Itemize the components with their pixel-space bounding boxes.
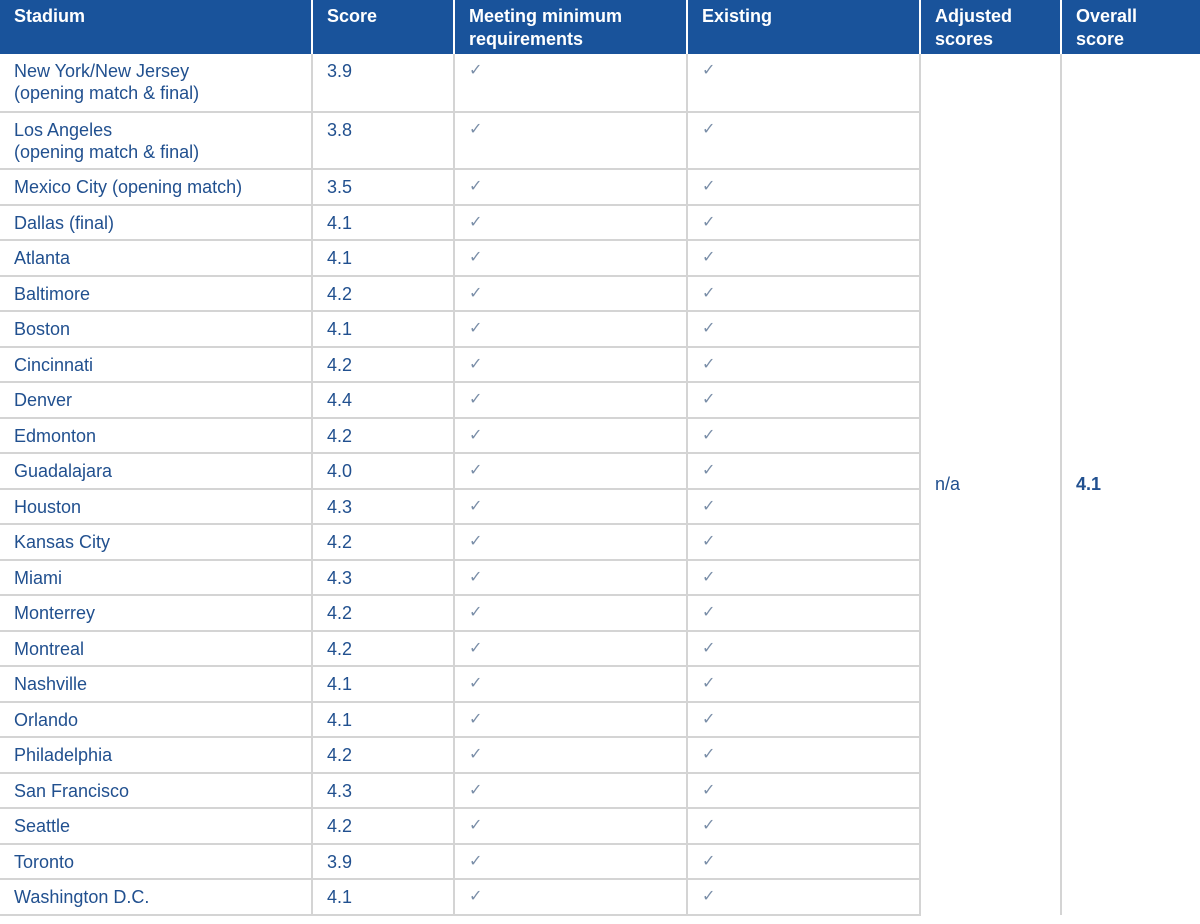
table-header xyxy=(0,0,1200,54)
stadium-cell xyxy=(0,169,312,205)
meeting-requirements-check-icon: ✓ xyxy=(454,524,687,560)
meeting-requirements-check-icon: ✓ xyxy=(454,347,687,383)
meeting-requirements-check-icon: ✓ xyxy=(454,773,687,809)
stadium-cell xyxy=(0,54,312,112)
stadium-cell xyxy=(0,773,312,809)
meeting-requirements-check-icon: ✓ xyxy=(454,311,687,347)
meeting-requirements-check-icon: ✓ xyxy=(454,453,687,489)
stadium-cell xyxy=(0,737,312,773)
existing-check-icon: ✓ xyxy=(687,418,920,454)
meeting-requirements-check-icon: ✓ xyxy=(454,702,687,738)
score-cell: 4.2 xyxy=(312,737,454,773)
existing-check-icon: ✓ xyxy=(687,311,920,347)
meeting-requirements-check-icon: ✓ xyxy=(454,205,687,241)
stadium-name: Montreal xyxy=(14,638,85,659)
score-cell: 4.3 xyxy=(312,773,454,809)
stadium-name: Boston xyxy=(14,319,71,339)
stadium-note: (opening match & final) xyxy=(14,141,200,162)
existing-check-icon: ✓ xyxy=(687,631,920,667)
header-adjusted-scores: Adjusted scores xyxy=(920,0,1061,54)
existing-check-icon: ✓ xyxy=(687,347,920,383)
score-cell: 4.2 xyxy=(312,631,454,667)
stadium-cell xyxy=(0,311,312,347)
existing-check-icon: ✓ xyxy=(687,666,920,702)
existing-check-icon: ✓ xyxy=(687,808,920,844)
header-score: Score xyxy=(312,0,454,54)
stadium-name: Los Angeles xyxy=(14,119,113,140)
score-cell: 4.2 xyxy=(312,418,454,454)
stadium-name: Guadalajara xyxy=(14,461,113,481)
stadium-name: San Francisco xyxy=(14,780,130,801)
stadium-cell xyxy=(0,418,312,454)
existing-check-icon: ✓ xyxy=(687,276,920,312)
score-cell: 4.3 xyxy=(312,560,454,596)
meeting-requirements-check-icon: ✓ xyxy=(454,595,687,631)
meeting-requirements-check-icon: ✓ xyxy=(454,879,687,915)
header-stadium: Stadium xyxy=(0,0,312,54)
existing-check-icon: ✓ xyxy=(687,844,920,880)
meeting-requirements-check-icon: ✓ xyxy=(454,666,687,702)
score-cell: 4.1 xyxy=(312,879,454,915)
meeting-requirements-check-icon: ✓ xyxy=(454,560,687,596)
stadium-name: Seattle xyxy=(14,816,71,836)
stadium-cell xyxy=(0,702,312,738)
stadium-name: Monterrey xyxy=(14,603,96,623)
overall-score-cell: 4.1 xyxy=(1076,474,1102,495)
score-cell: 4.2 xyxy=(312,347,454,383)
stadium-note: (opening match & final) xyxy=(14,83,200,103)
stadium-name: Toronto xyxy=(14,851,75,872)
score-cell: 4.1 xyxy=(312,702,454,738)
score-cell: 4.2 xyxy=(312,524,454,560)
table-body xyxy=(0,54,1200,915)
meeting-requirements-check-icon: ✓ xyxy=(454,240,687,276)
meeting-requirements-check-icon: ✓ xyxy=(454,382,687,418)
stadium-name: Edmonton xyxy=(14,425,97,446)
meeting-requirements-check-icon: ✓ xyxy=(454,844,687,880)
stadium-name: Philadelphia xyxy=(14,745,113,765)
stadium-name: Denver xyxy=(14,390,73,410)
existing-check-icon: ✓ xyxy=(687,524,920,560)
existing-check-icon: ✓ xyxy=(687,560,920,596)
score-cell: 3.8 xyxy=(312,112,454,170)
header-meeting-minimum-requirements: Meeting minimum requirements xyxy=(454,0,687,54)
stadium-cell xyxy=(0,205,312,241)
score-cell: 4.1 xyxy=(312,205,454,241)
existing-check-icon: ✓ xyxy=(687,205,920,241)
meeting-requirements-check-icon: ✓ xyxy=(454,276,687,312)
stadium-name: Nashville xyxy=(14,674,88,694)
existing-check-icon: ✓ xyxy=(687,240,920,276)
stadium-name: Houston xyxy=(14,496,82,517)
score-cell: 4.4 xyxy=(312,382,454,418)
stadium-cell xyxy=(0,666,312,702)
meeting-requirements-check-icon: ✓ xyxy=(454,737,687,773)
stadium-name: Kansas City xyxy=(14,532,111,552)
score-cell: 3.9 xyxy=(312,54,454,112)
meeting-requirements-check-icon: ✓ xyxy=(454,808,687,844)
stadium-cell xyxy=(0,879,312,915)
existing-check-icon: ✓ xyxy=(687,112,920,170)
adjusted-scores-cell: n/a xyxy=(920,54,1061,915)
stadium-name: Washington D.C. xyxy=(14,887,150,907)
stadium-cell xyxy=(0,489,312,525)
score-cell: 4.2 xyxy=(312,276,454,312)
stadium-name: Orlando xyxy=(14,709,79,730)
stadium-name: Mexico City (opening match) xyxy=(14,177,243,197)
existing-check-icon: ✓ xyxy=(687,773,920,809)
stadium-cell xyxy=(0,560,312,596)
existing-check-icon: ✓ xyxy=(687,489,920,525)
stadium-name: Dallas (final) xyxy=(14,212,115,233)
stadium-cell xyxy=(0,240,312,276)
stadium-cell xyxy=(0,347,312,383)
stadium-name: Atlanta xyxy=(14,248,71,268)
header-existing: Existing xyxy=(687,0,920,54)
score-cell: 3.5 xyxy=(312,169,454,205)
existing-check-icon: ✓ xyxy=(687,382,920,418)
header-overall-score: Overall score xyxy=(1061,0,1200,54)
stadium-cell xyxy=(0,112,312,170)
table-row xyxy=(0,54,1200,112)
stadium-name: New York/New Jersey xyxy=(14,61,190,81)
score-cell: 4.2 xyxy=(312,808,454,844)
stadium-cell xyxy=(0,808,312,844)
stadium-name: Cincinnati xyxy=(14,354,94,375)
meeting-requirements-check-icon: ✓ xyxy=(454,489,687,525)
existing-check-icon: ✓ xyxy=(687,879,920,915)
meeting-requirements-check-icon: ✓ xyxy=(454,169,687,205)
existing-check-icon: ✓ xyxy=(687,737,920,773)
stadium-cell xyxy=(0,631,312,667)
score-cell: 4.1 xyxy=(312,240,454,276)
existing-check-icon: ✓ xyxy=(687,169,920,205)
score-cell: 4.0 xyxy=(312,453,454,489)
stadium-cell xyxy=(0,524,312,560)
stadium-cell xyxy=(0,453,312,489)
stadium-cell xyxy=(0,844,312,880)
stadium-name: Miami xyxy=(14,567,62,588)
score-cell: 4.3 xyxy=(312,489,454,525)
header-row xyxy=(0,0,1200,54)
score-cell: 4.1 xyxy=(312,666,454,702)
score-cell: 4.2 xyxy=(312,595,454,631)
score-cell: 3.9 xyxy=(312,844,454,880)
meeting-requirements-check-icon: ✓ xyxy=(454,631,687,667)
meeting-requirements-check-icon: ✓ xyxy=(454,112,687,170)
stadium-cell xyxy=(0,595,312,631)
stadium-cell xyxy=(0,276,312,312)
existing-check-icon: ✓ xyxy=(687,702,920,738)
meeting-requirements-check-icon: ✓ xyxy=(454,418,687,454)
score-cell: 4.1 xyxy=(312,311,454,347)
existing-check-icon: ✓ xyxy=(687,595,920,631)
existing-check-icon: ✓ xyxy=(687,453,920,489)
meeting-requirements-check-icon: ✓ xyxy=(454,54,687,112)
stadium-cell xyxy=(0,382,312,418)
stadium-name: Baltimore xyxy=(14,283,91,304)
existing-check-icon: ✓ xyxy=(687,54,920,112)
